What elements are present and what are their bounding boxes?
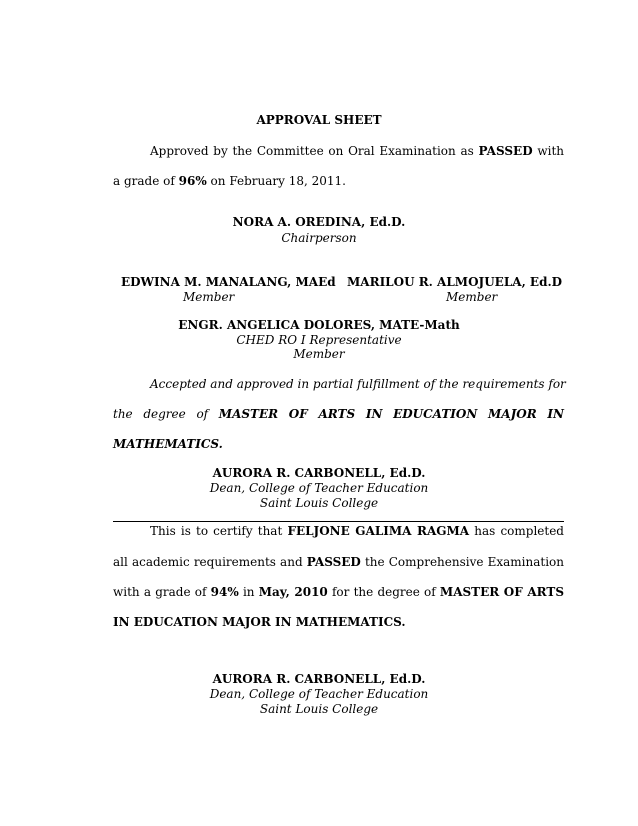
chair-role: Chairperson	[281, 231, 357, 245]
acceptance-line-2: the degree of MASTER OF ARTS IN EDUCATION MAJOR IN	[113, 407, 564, 421]
dean2-role: Dean, College of Teacher Education	[209, 687, 429, 701]
member1-role: Member	[183, 290, 235, 304]
ched-name: ENGR. ANGELICA DOLORES, MATE-Math	[178, 318, 460, 332]
ched-role-1: CHED RO I Representative	[236, 333, 402, 347]
member1-name: EDWINA M. MANALANG, MAEd	[121, 275, 336, 289]
acceptance-line-3: MATHEMATICS.	[113, 437, 223, 451]
approval-line-1: Approved by the Committee on Oral Examination as PASSED with	[150, 144, 564, 158]
dean1-school: Saint Louis College	[259, 496, 379, 510]
acceptance-line-1: Accepted and approved in partial fulfillment of the requirements for	[150, 377, 566, 391]
certify-line-3: with a grade of 94% in May, 2010 for the degree of MASTER OF ARTS	[113, 585, 565, 599]
chair-name: NORA A. OREDINA, Ed.D.	[232, 215, 406, 229]
certify-line-4: IN EDUCATION MAJOR IN MATHEMATICS.	[113, 615, 406, 629]
ched-role-2: Member	[293, 347, 345, 361]
member2-name: MARILOU R. ALMOJUELA, Ed.D	[347, 275, 563, 289]
dean1-role: Dean, College of Teacher Education	[209, 481, 429, 495]
member2-role: Member	[446, 290, 498, 304]
dean2-name: AURORA R. CARBONELL, Ed.D.	[212, 672, 426, 686]
certify-line-1: This is to certify that FELJONE GALIMA RAGMA has completed	[150, 524, 564, 538]
divider-line	[113, 521, 564, 522]
dean2-school: Saint Louis College	[259, 702, 379, 716]
approval-line-2: a grade of 96% on February 18, 2011.	[113, 174, 346, 188]
page-title: APPROVAL SHEET	[256, 113, 382, 127]
certify-line-2: all academic requirements and PASSED the Comprehensive Examination	[113, 555, 564, 569]
dean1-name: AURORA R. CARBONELL, Ed.D.	[212, 466, 426, 480]
